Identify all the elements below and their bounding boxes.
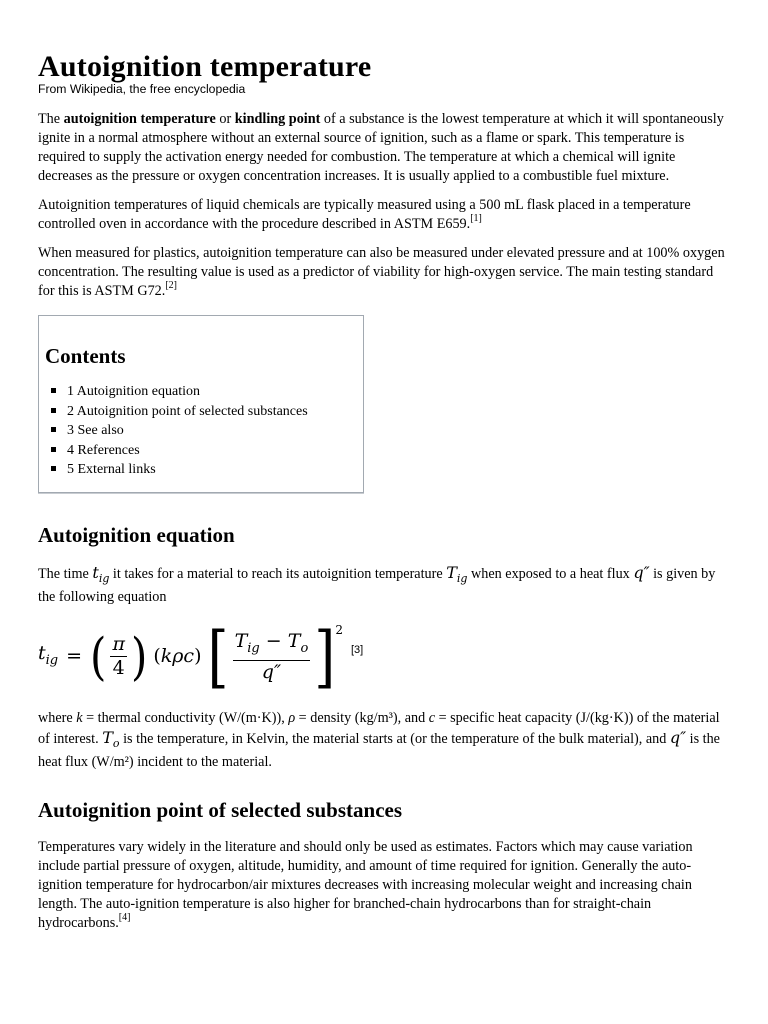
- math-q-flux-2: q″: [669, 727, 687, 747]
- toc-item-see-also[interactable]: 3 See also: [67, 421, 363, 441]
- table-of-contents: [38, 315, 364, 493]
- reference-4[interactable]: [4]: [118, 912, 131, 924]
- autoignition-equation: $t_{ig}$ = ( $\frac{\pi}{4}$ ) (kρc) [ $\frac{T_{ig} - T_o}{q''}$ ] 2 [3]: [38, 616, 364, 696]
- toc-heading: Contents: [45, 344, 126, 368]
- intro-paragraph-1: The autoignition temperature or kindling point of a substance is the lowest temperature at which it will spontaneously ignite in a normal atmosphere without an external source of ignition, such as a flame or spark. This temperature is required to supply the activation energy needed for combustion. The temperature at which a chemical will ignite decreases as the pressure or oxygen concentration increases. It is usually applied to a combustible fuel mixture.: [38, 111, 724, 184]
- site-subtitle: From Wikipedia, the free encyclopedia: [38, 82, 246, 96]
- section-heading-equation: Autoignition equation: [38, 522, 235, 547]
- reference-1[interactable]: [1]: [470, 213, 482, 225]
- term-kindling-point: kindling point: [234, 111, 321, 127]
- toc-item-references[interactable]: 4 References: [67, 441, 363, 461]
- term-autoignition: autoignition temperature: [63, 111, 216, 127]
- toc-item-external-links[interactable]: 5 External links: [67, 460, 363, 480]
- math-T-o: $T_o$: [102, 727, 120, 750]
- reference-2[interactable]: [2]: [165, 280, 177, 292]
- equation-variables-paragraph: where k = thermal conductivity (W/(m·K)), ρ = density (kg/m³), and c = specific heat capacity (J/(kg·K)) of the material of interest. $T_o$ is the temperature, in Kelvin, the material starts at (or the temperature of the bulk material), and q″ is the heat flux (W/m²) incident to the material.: [38, 709, 720, 770]
- math-q-flux: q″: [633, 562, 650, 582]
- page-title: Autoignition temperature: [38, 50, 372, 83]
- toc-item-autoignition-equation[interactable]: 1 Autoignition equation: [67, 382, 363, 402]
- intro-paragraph-3: When measured for plastics, autoignition temperature can also be measured under elevated pressure and at 100% oxygen concentration. The resulting value is used as a predictor of viability for high-oxygen service. The main testing standard for this is ASTM G72.[2]: [38, 245, 725, 299]
- substances-paragraph: Temperatures vary widely in the literature and should only be used as estimates. Factors which may cause variation include partial pressure of oxygen, altitude, humidity, and amount of time required for ignition. Generally the auto-ignition temperature for hydrocarbon/air mixtures decreases with increasing molecular weight and increasing chain length. The auto-ignition temperature is also higher for branched-chain hydrocarbons than for straight-chain hydrocarbons.[4]: [38, 838, 693, 931]
- math-t-ig: $t_{ig}$: [92, 562, 110, 585]
- section-heading-substances: Autoignition point of selected substances: [38, 797, 403, 822]
- toc-item-selected-substances[interactable]: 2 Autoignition point of selected substances: [67, 402, 363, 422]
- reference-3[interactable]: [3]: [350, 644, 364, 657]
- equation-intro-paragraph: The time $t_{ig}$ it takes for a material to reach its autoignition temperature $T_{ig}$ when exposed to a heat flux q″ is given by the following equation: [38, 562, 716, 605]
- math-T-ig: $T_{ig}$: [446, 562, 468, 585]
- intro-paragraph-2: Autoignition temperatures of liquid chemicals are typically measured using a 500 mL flask placed in a temperature controlled oven in accordance with the procedure described in ASTM E659.[1]: [38, 197, 691, 232]
